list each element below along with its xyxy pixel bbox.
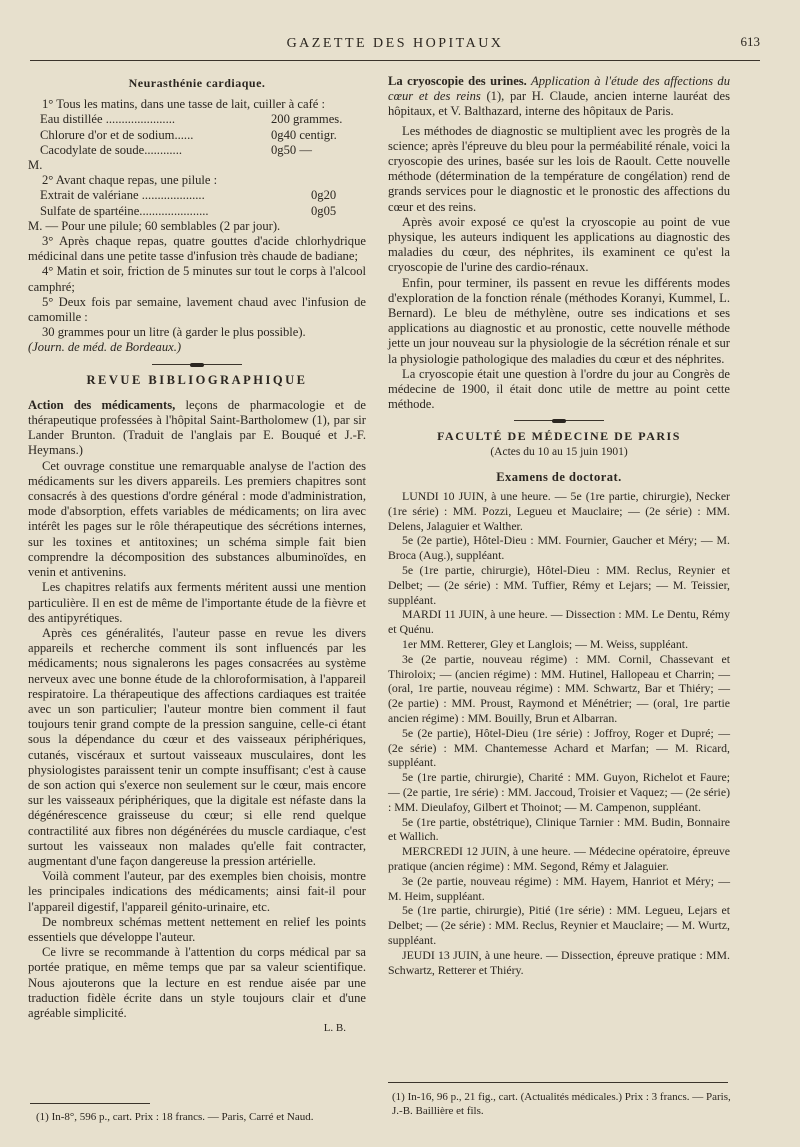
prescription-item: 1° Tous les matins, dans une tasse de lait, cuiller à café : <box>42 97 326 112</box>
exam-entry: 5e (2e partie), Hôtel-Dieu : MM. Fournier, Gaucher et Méry; — M. Broca (Aug.), suppléant. <box>388 533 730 563</box>
section-subheading: (Actes du 10 au 15 juin 1901) <box>490 445 628 458</box>
ingredient-name: Extrait de valériane .................... <box>40 188 205 203</box>
ingredient-dose: 0g40 centigr. <box>271 127 337 142</box>
recipe-group <box>28 188 366 218</box>
prescription-item: 2° Avant chaque repas, une pilule : <box>42 173 218 188</box>
section-heading-neurasthenie: Neurasthénie cardiaque. <box>128 76 266 90</box>
source-citation: (Journ. de méd. de Bordeaux.) <box>28 340 182 355</box>
book-title: La cryoscopie des urines. <box>388 74 527 88</box>
review-paragraph: Après ces généralités, l'auteur passe en revue les divers appareils et recherche comment ils sont influencés par les médicaments; nous signalerons les pages consacrées au système nerveux avec une bonne étude de la chloroformisation, à l'appareil respiratoire. La thérapeutique des affections cardiaques est traitée avec un son particulier; l'auteur montre bien comment il faut toujours tenir grand compte de la pression sanguine, celle-ci étant sous la dépendance du cœur et des vaisseaux périphériques, cutanés, viscéraux et surtout vaisseaux musculaires, dont les physiologistes paraissent tenir un compte insuffisant; c'est à cause de son action qui s'exerce non seulement sur le cœur, mais encore sur les vaisseaux périphériques, que la digitale est néfaste dans la dégénérescence graisseuse du cœur; si elle rend quelque contractilité aux fibres non dégénérées du muscle cardiaque, c'est surtout les vaisseaux non malades qu'elle fait contracter, augmentant d'une façon dangereuse la pression artérielle. <box>28 625 366 868</box>
review-paragraph: Les chapitres relatifs aux ferments méritent aussi une mention particulière. Il en est de même de l'importante étude de la fièvre et des antipyrétiques. <box>28 580 366 625</box>
exam-day-thursday: JEUDI 13 JUIN, à une heure. — Dissection, épreuve pratique : MM. Schwartz, Retterer et Thiéry. <box>388 947 730 977</box>
book-description: leçons de pharmacologie et de thérapeutique professées à l'hôpital Saint-Bartholomew (1), par sir Lander Brunton. (Traduit de l'anglais par E. Bouqué et J.-F. Heymans.) <box>28 397 366 458</box>
review-paragraph: Ce livre se recommande à l'attention du corps médical par sa portée pratique, en même temps que par sa valeur scientifique. Nous ajouterons que la lecture en est rendue aisée par une traduction fidèle écrite dans un style toujours clair et d'une agréable simplicité. <box>28 945 366 1020</box>
footnote-left: (1) In-8°, 596 p., cart. Prix : 18 francs. — Paris, Carré et Naud. <box>36 1111 314 1123</box>
section-separator <box>152 364 242 365</box>
ingredient-dose: 0g05 <box>311 203 337 218</box>
exams-heading: Examens de doctorat. <box>496 469 622 484</box>
page-header <box>30 30 760 61</box>
journal-title: GAZETTE DES HOPITAUX <box>286 36 504 51</box>
exam-entry: 3e (2e partie, nouveau régime) : MM. Cornil, Chassevant et Thiroloix; — (ancien régime) : MM. Hutinel, Hallopeau et Charrin; — (oral, 1re partie, nouveau régime) : MM. Schwartz, Bar et Thiéry; — (2e partie) : MM. Proust, Raymond et Ménétrier; — (oral, 1re partie ancien régime) : MM. Bouilly, Brun et Albarran. <box>388 651 730 726</box>
book-description: (1), par H. Claude, ancien interne lauréat des hôpitaux, et V. Balthazard, interne des hôpitaux de Paris. <box>388 89 730 119</box>
review-paragraph: De nombreux schémas mettent nettement en relief les points essentiels que développe l'auteur. <box>28 914 366 944</box>
review-signature: L. B. <box>323 1022 346 1035</box>
exam-entry: 5e (1re partie, obstétrique), Clinique Tarnier : MM. Budin, Bonnaire et Wallich. <box>388 814 730 844</box>
section-heading-faculte: FACULTÉ DE MÉDECINE DE PARIS <box>437 429 681 444</box>
review-paragraph: Cet ouvrage constitue une remarquable analyse de l'action des médicaments sur les divers appareils. Les premiers chapitres sont consacrés à des questions d'ordre général : mode d'administration, mode d'absorption, effets variables de médicaments; on lira avec intérêt les pages sur le rôle thérapeutique des sécrétions internes, sur les toxines et antitoxines; un schéma simple fait bien comprendre la décomposition des substances albuminoïdes, en venin et antivenins. <box>28 458 366 580</box>
prescription-item: 4° Matin et soir, friction de 5 minutes sur tout le corps à l'alcool camphré; <box>28 264 366 294</box>
exam-entry: 5e (1re partie, chirurgie), Pitié (1re série) : MM. Legueu, Lejars et Delbet; — (2e série) : MM. Reclus, Reynier et Mauclaire; — M. Wurtz, suppléant. <box>388 903 730 947</box>
page-number: 613 <box>740 34 760 49</box>
ingredient-name: Cacodylate de soude............ <box>40 142 182 157</box>
prescription-item: 30 grammes pour un litre (à garder le plus possible). <box>42 325 306 340</box>
review-paragraph: Voilà comment l'auteur, par des exemples bien choisis, montre les principales indications des médicaments; ainsi fait-il pour l'appareil digestif, l'appareil génito-urinaire, etc. <box>28 869 366 914</box>
exam-entry: 5e (1re partie, chirurgie), Hôtel-Dieu : MM. Reclus, Reynier et Delbet; — (2e série) : MM. Tuffier, Rémy et Lejars; — M. Teissier, suppléant. <box>388 563 730 607</box>
exam-entry: 1er MM. Retterer, Gley et Langlois; — M. Weiss, suppléant. <box>402 637 689 652</box>
misce-note: M. <box>28 158 43 173</box>
book-subtitle: Application à l'étude des affections du cœur et des reins <box>388 74 730 104</box>
ingredient-dose: 200 grammes. <box>271 112 343 127</box>
recipe-row <box>28 128 366 143</box>
ingredient-name: Eau distillée ...................... <box>40 112 176 127</box>
footnote-right: (1) In-16, 96 p., 21 fig., cart. (Actualités médicales.) Prix : 3 francs. — Paris, J.-B. Baillière et fils. <box>392 1091 731 1117</box>
exam-entry: 3e (2e partie, nouveau régime) : MM. Hayem, Hanriot et Méry; — M. Heim, suppléant. <box>388 873 730 903</box>
book-title: Action des médicaments, <box>28 397 176 412</box>
recipe-row <box>28 143 366 158</box>
review-paragraph: Les méthodes de diagnostic se multiplient avec les progrès de la science; après l'épreuve du bleu pour la perméabilité rénale, voici la cryoscopie des urines, basée sur les lois de Raoult. Cette nouvelle méthode (détermination de la température de congélation) rend de grands services pour le diagnostic et le pronostic des affections du cœur et des reins. <box>388 123 730 214</box>
ingredient-dose: 0g20 <box>311 188 337 203</box>
exam-schedule <box>388 489 730 977</box>
ingredient-dose: 0g50 — <box>271 142 312 157</box>
right-column <box>388 74 730 977</box>
ingredient-name: Chlorure d'or et de sodium...... <box>40 127 194 142</box>
left-column <box>28 74 366 1036</box>
prescription-item: 3° Après chaque repas, quatre gouttes d'acide chlorhydrique médicinal dans une petite tasse d'infusion très chaude de badiane; <box>28 234 366 264</box>
review-paragraph: La cryoscopie était une question à l'ordre du jour au Congrès de médecine de 1900, il était donc utile de mettre au point cette méthode. <box>388 366 730 412</box>
recipe-row <box>28 112 366 127</box>
exam-entry: 5e (1re partie, chirurgie), Charité : MM. Guyon, Richelot et Faure; — (2e partie, 1re série) : MM. Jaccoud, Troisier et Vaquez; — (2e série) : MM. Dieulafoy, Gilbert et Thoinot; — M. Campenon, suppléant. <box>388 770 730 814</box>
review-paragraph: Après avoir exposé ce qu'est la cryoscopie au point de vue physique, les auteurs indiquent les applications au diagnostic des maladies du cœur, des néphrites, ils examinent ce qu'est la cryoscopie de l'urine des cardio-rénaux. <box>388 214 730 275</box>
exam-entry: 5e (2e partie), Hôtel-Dieu (1re série) : Joffroy, Roger et Dupré; — (2e série) : MM. Chantemesse Achard et Marfan; — M. Ricard, suppléant. <box>388 725 730 770</box>
book-entry <box>28 398 366 459</box>
review-paragraph: Enfin, pour terminer, ils passent en revue les différents modes d'exploration de la fonction rénale (méthodes Koranyi, Kummel, L. Bernard). Le bleu de méthylène, outre ses indications et ses applications au diagnostic et au pronostic, cette nouvelle méthode jette un jour nouveau sur la physiologie de la sécrétion rénale et sur la physiologie pathologique des maladies du cœur et des néphrites. <box>388 275 730 366</box>
footnote-rule-left <box>30 1103 150 1104</box>
section-separator <box>514 420 604 421</box>
book-entry-cryoscopie <box>388 74 730 120</box>
misce-note: M. — Pour une pilule; 60 semblables (2 par jour). <box>28 218 281 233</box>
footnote-rule-right <box>388 1082 728 1083</box>
ingredient-name: Sulfate de spartéine...................... <box>40 203 209 218</box>
exam-day-wednesday: MERCREDI 12 JUIN, à une heure. — Médecine opératoire, épreuve pratique (ancien régime) : MM. Segond, Rémy et Jalaguier. <box>388 844 730 873</box>
exam-day-monday: LUNDI 10 JUIN, à une heure. — 5e (1re partie, chirurgie), Necker (1re série) : MM. Pozzi, Legueu et Mauclaire; — (2e série) : MM. Delens, Jalaguier et Walther. <box>388 489 730 533</box>
exam-day-tuesday: MARDI 11 JUIN, à une heure. — Dissection : MM. Le Dentu, Rémy et Quénu. <box>388 607 730 637</box>
section-heading-revue: REVUE BIBLIOGRAPHIQUE <box>86 372 308 387</box>
prescription-item: 5° Deux fois par semaine, lavement chaud avec l'infusion de camomille : <box>28 294 366 325</box>
